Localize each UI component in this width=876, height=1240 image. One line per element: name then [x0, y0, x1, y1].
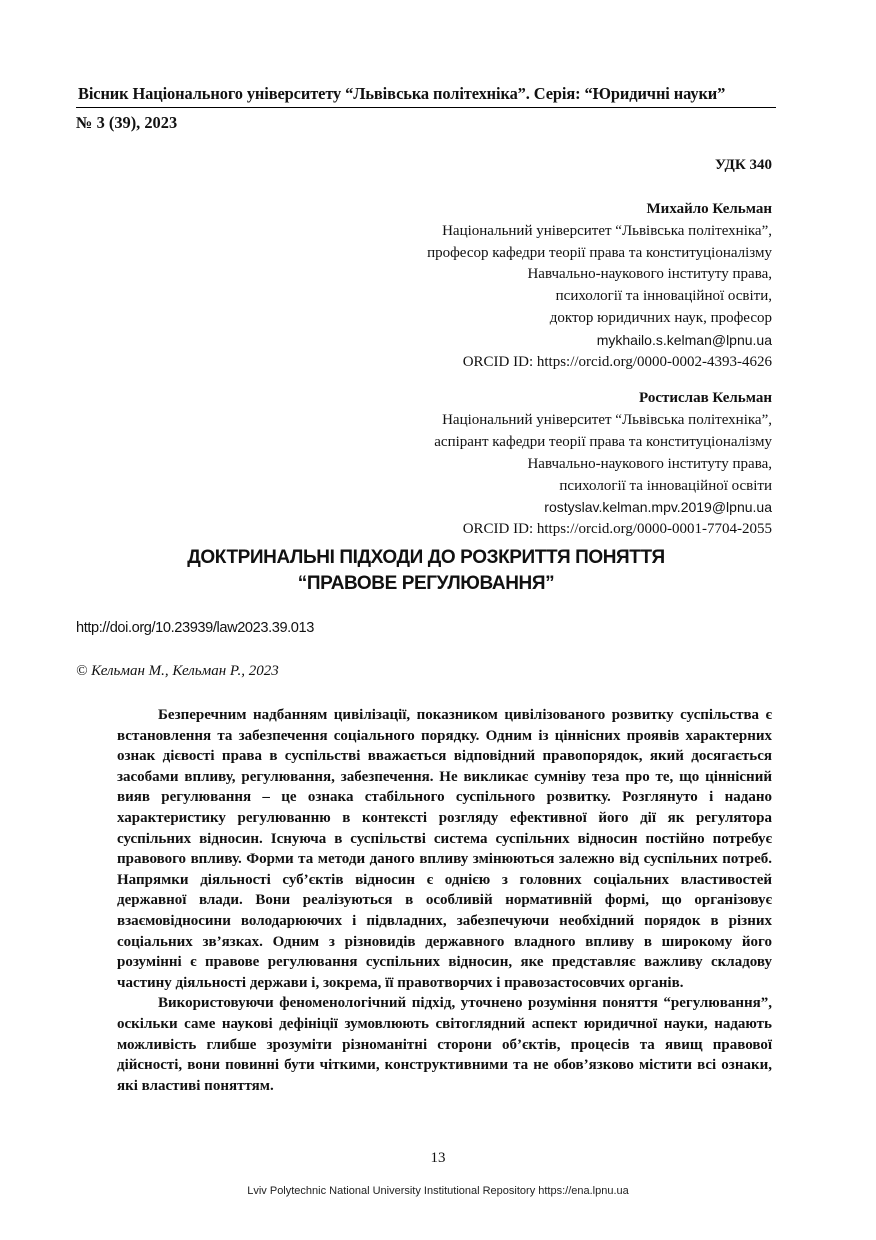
abstract-paragraph: Використовуючи феноменологічний підхід, уточнено розуміння поняття “регулювання”, оскільки саме наукові дефініції зумовлюють світоглядний аспект юридичної науки, надають можливість глибше зрозуміти різноманітні сторони об’єктів, процесів та явищ правової дійсності, вони повинні бути чіткими, конструктивними та не обов’язково містити всі ознаки, які властиві поняттям. — [117, 995, 772, 1094]
udk-code: УДК 340 — [715, 157, 772, 173]
title-line: ДОКТРИНАЛЬНІ ПІДХОДИ ДО РОЗКРИТТЯ ПОНЯТТЯ — [187, 547, 665, 568]
authors-block — [427, 199, 772, 541]
header-rule — [76, 107, 776, 108]
copyright: © Кельман М., Кельман Р., 2023 — [76, 663, 279, 679]
title-line: “ПРАВОВЕ РЕГУЛЮВАННЯ” — [297, 573, 555, 594]
affiliation-line: Навчально-наукового інституту права, — [527, 455, 772, 472]
article-title — [76, 545, 776, 597]
affiliation-line: Національний університет “Львівська політехніка”, — [442, 412, 772, 429]
affiliation-line: Навчально-наукового інституту права, — [527, 266, 772, 283]
issue-number: № 3 (39), 2023 — [76, 113, 178, 132]
affiliation-line: Національний університет “Львівська політехніка”, — [442, 222, 772, 239]
repository-footer: Lviv Polytechnic National University Institutional Repository https://ena.lpnu.ua — [247, 1185, 629, 1197]
author-block-2 — [427, 388, 772, 541]
author-email[interactable]: mykhailo.s.kelman@lpnu.ua — [596, 331, 772, 348]
author-orcid[interactable]: ORCID ID: https://orcid.org/0000-0002-4393-4626 — [462, 353, 772, 370]
author-orcid[interactable]: ORCID ID: https://orcid.org/0000-0001-7704-2055 — [462, 521, 772, 538]
page-number: 13 — [430, 1150, 446, 1166]
author-name: Михайло Кельман — [646, 201, 772, 217]
affiliation-line: доктор юридичних наук, професор — [549, 309, 772, 326]
author-email[interactable]: rostyslav.kelman.mpv.2019@lpnu.ua — [544, 499, 772, 516]
abstract-paragraph: Безперечним надбанням цивілізації, показником цивілізованого розвитку суспільства є встановлення та забезпечення соціального порядку. Одним із ціннісних проявів характерних ознак дієвості права в суспільстві вважається відповідний правопорядок, який досягається засобами впливу, регулювання, забезпечення. Не викликає сумніву теза про те, що ціннісний вияв регулювання – це ознака стабільного суспільного розвитку. Розглянуто і надано характеристику регулюванню в контексті розгляду ефективної його дії як регулятора суспільних відносин. Існуюча в суспільстві система суспільних відносин постійно потребує правового впливу. Форми та методи даного впливу змінюються залежно від суспільних потреб. Напрямки діяльності суб’єктів відносин є однією з головних соціальних властивостей державної влади. Вони реалізуються в особливій нормативній формі, що організовує взаємовідносини володарюючих і підвладних, забезпечуючи необхідний порядок в різних соціальних зв’язках. Одним з різновидів державного владного впливу в широкому його розумінні є правове регулювання суспільних відносин, яке представляє важливу складову частину діяльності держави і, зокрема, її правотворчих і правозастосовчих органів. — [117, 707, 772, 991]
author-name: Ростислав Кельман — [639, 390, 772, 407]
affiliation-line: аспірант кафедри теорії права та конституціоналізму — [434, 433, 772, 450]
abstract — [117, 705, 772, 1096]
affiliation-line: психології та інноваційної освіти — [559, 477, 772, 494]
author-block-1 — [427, 199, 772, 373]
affiliation-line: професор кафедри теорії права та конституціоналізму — [427, 244, 772, 261]
doi-link[interactable]: http://doi.org/10.23939/law2023.39.013 — [76, 620, 314, 636]
journal-title: Вісник Національного університету “Львівська політехніка”. Серія: “Юридичні науки” — [78, 84, 726, 103]
affiliation-line: психології та інноваційної освіти, — [555, 288, 772, 305]
